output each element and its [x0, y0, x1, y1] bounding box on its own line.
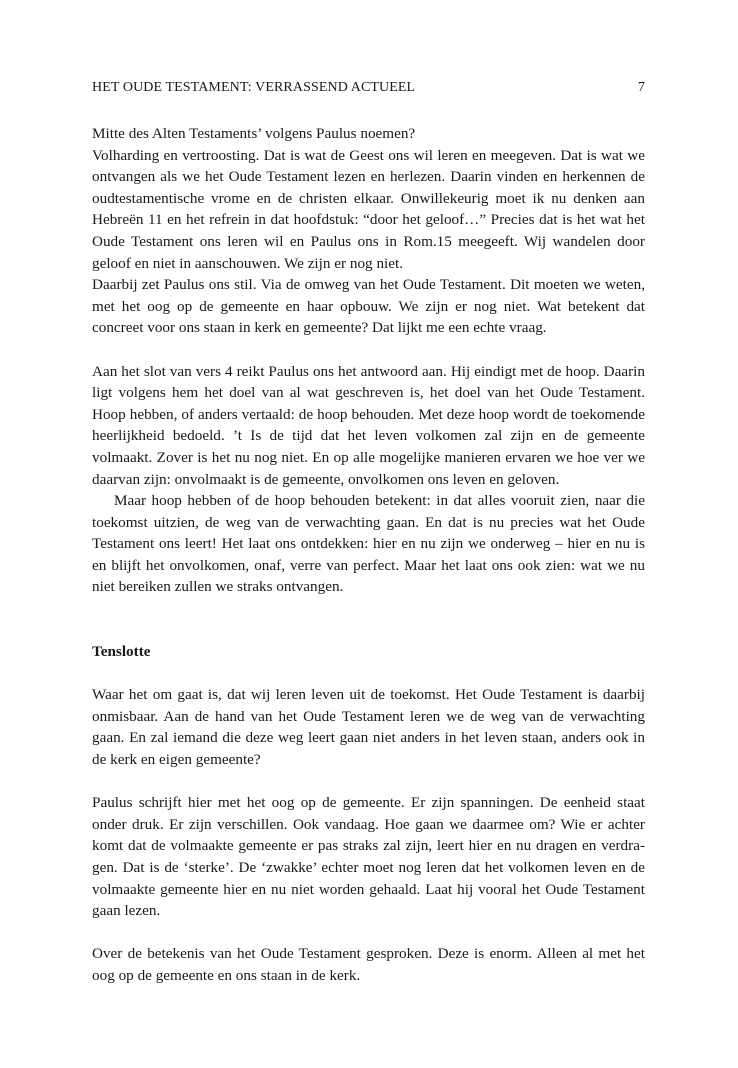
- paragraph-spacer: [92, 663, 645, 685]
- running-title: HET OUDE TESTAMENT: VERRASSEND ACTUEEL: [92, 80, 416, 95]
- paragraph: Mitte des Alten Testaments’ volgens Paulus noemen?: [92, 125, 416, 142]
- paragraph: Maar hoop hebben of de hoop behouden betekent: in dat alles vooruit zien, naar die toekomst uitzien, de weg van de verwachting gaan. En dat is nu precies wat het Oude Testament ons leert! Het laat ons ontdekken: hier en nu zijn we onderweg – hier en nu is en blijft het onvolkomen, onaf, verre van perfect. Maar het laat ons ook zien: wat we nu niet bereiken zullen we straks ontvangen.: [92, 492, 645, 596]
- paragraph: Waar het om gaat is, dat wij leren leven uit de toekomst. Het Oude Testament is daarbij onmisbaar. Aan de hand van het Oude Testament leren we de weg van de verwachting gaan. En zal iemand die deze weg leert gaan niet anders in het leven staan, anders ook in de kerk en eigen gemeente?: [92, 686, 645, 769]
- paragraph: Volharding en vertroosting. Dat is wat de Geest ons wil leren en meegeven. Dat is wat we ontvangen als we het Oude Testament lezen en herlezen. Daarin vinden en herkennen de oudtestamentische vrome en de christen elkaar. Onwillekeurig moet ik nu denken aan Hebreën 11 en het refrein in dat hoofdstuk: “door het geloof…” Precies dat is het wat het Oude Testament ons leren wil en Paulus ons in Rom.15 meegeeft. Wij wandelen door geloof en niet in aanschouwen. We zijn er nog niet.: [92, 146, 645, 272]
- page-number: 7: [637, 80, 645, 95]
- paragraph-spacer: [92, 339, 645, 361]
- paragraph: Over de betekenis van het Oude Testament gesproken. Deze is enorm. Alleen al met het oog op de gemeente en ons staan in de kerk.: [92, 945, 645, 984]
- body-text: [92, 123, 645, 987]
- book-page: [92, 0, 645, 1068]
- section-heading: Tenslotte: [92, 643, 151, 661]
- paragraph-spacer: [92, 771, 645, 793]
- paragraph: Paulus schrijft hier met het oog op de gemeente. Er zijn spanningen. De eenheid staat onder druk. Er zijn verschillen. Ook vandaag. Hoe gaan we daarmee om? Wie er achter komt dat de volmaakte gemeente er pas straks zal zijn, leert hier en nu dragen en verdragen. Dat is de ‘sterke’. De ‘zwakke’ echter moet nog leren dat het volkomen leven en de volmaakte gemeente hier en nu niet worden gehaald. Laat hij vooral het Oude Testament gaan lezen.: [92, 794, 645, 920]
- paragraph-spacer: [92, 922, 645, 944]
- paragraph: Aan het slot van vers 4 reikt Paulus ons het antwoord aan. Hij eindigt met de hoop. Daarin ligt volgens hem het doel van al wat geschreven is, het doel van het Oude Testament. Hoop hebben, of anders vertaald: de hoop behouden. Met deze hoop wordt de toekomende heerlijkheid bedoeld. ’t Is de tijd dat het leven volkomen zal zijn en de gemeente volmaakt. Zover is het nu nog niet. En op alle mogelijke manieren ervaren we hoe ver we daarvan zijn: onvolmaakt is de gemeente, onvolkomen ons leven en geloven.: [92, 362, 645, 488]
- paragraph: Daarbij zet Paulus ons stil. Via de omweg van het Oude Testament. Dit moeten we weten, met het oog op de gemeente en haar opbouw. We zijn er nog niet. Wat betekent dat concreet voor ons staan in kerk en gemeente? Dat lijkt me een echte vraag.: [92, 276, 645, 337]
- section-spacer: [92, 598, 645, 641]
